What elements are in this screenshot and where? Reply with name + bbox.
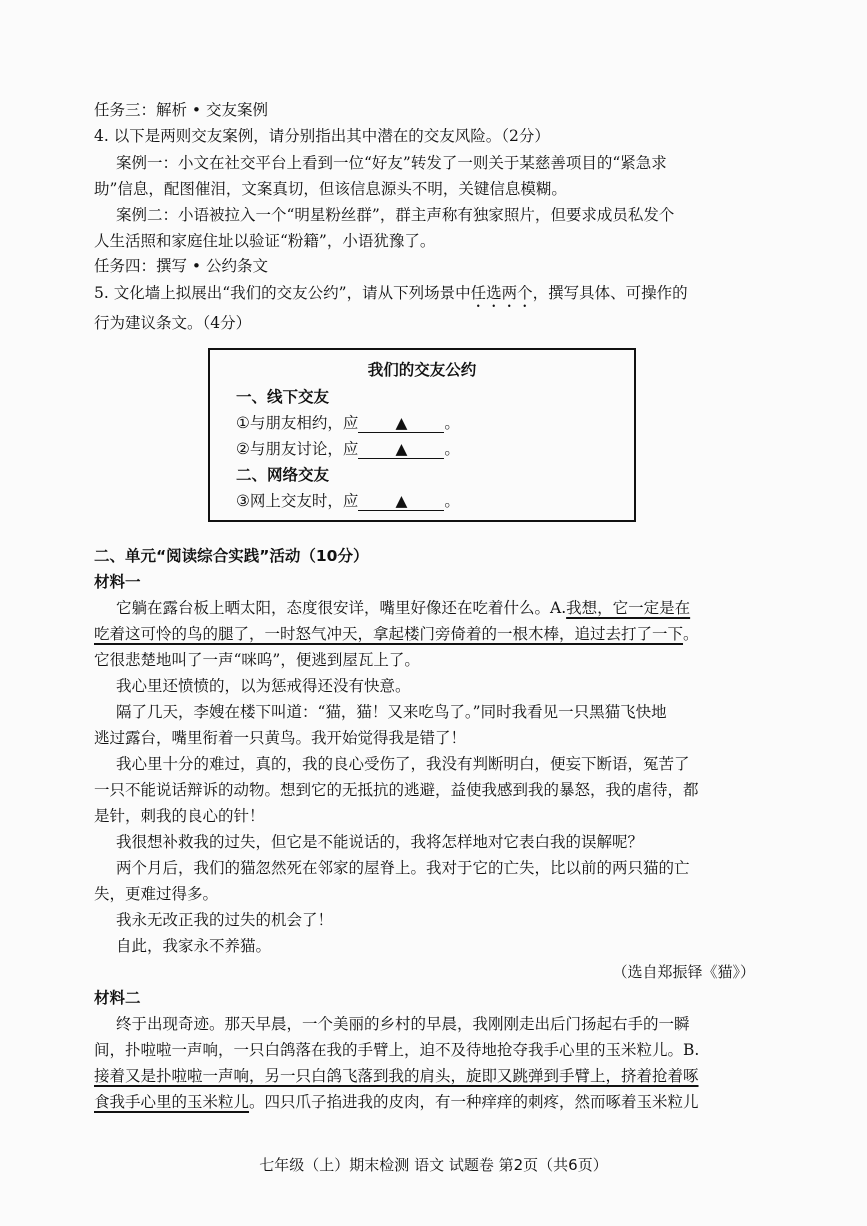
case1-line2: 助”信息，配图催泪，文案真切，但该信息源头不明，关键信息模糊。 xyxy=(94,180,567,198)
m1-line8: 一只不能说话辩诉的动物。想到它的无抵抗的逃避，益使我感到我的暴怒，我的虐待，都 xyxy=(94,781,699,799)
m2-line1: 终于出现奇迹。那天早晨，一个美丽的乡村的早晨，我刚刚走出后门扬起右手的一瞬 xyxy=(116,1015,690,1033)
m2-line4-text: 。四只爪子掐进我的皮肉，有一种痒痒的刺疼，然而啄着玉米粒儿 xyxy=(249,1093,699,1111)
case2-line1: 案例二：小语被拉入一个“明星粉丝群”，群主声称有独家照片，但要求成员私发个 xyxy=(116,206,675,224)
pact-item-2-end: 。 xyxy=(444,440,460,458)
answer-blank-1[interactable] xyxy=(358,414,444,433)
pact-item-1-label: ①与朋友相约，应 xyxy=(236,414,359,432)
m1-line3: 它很悲楚地叫了一声“咪呜”，便逃到屋瓦上了。 xyxy=(94,651,420,669)
question-5-text-b: ，撰写具体、可操作的 xyxy=(532,284,688,302)
m1-line5: 隔了几天，李嫂在楼下叫道：“猫，猫！又来吃鸟了。”同时我看见一只黑猫飞快地 xyxy=(116,703,667,721)
pact-item-2-label: ②与朋友讨论，应 xyxy=(236,440,359,458)
m1-line2 xyxy=(94,624,699,644)
pact-item-1-end: 。 xyxy=(444,414,460,432)
m1-line4: 我心里还愤愤的，以为惩戒得还没有快意。 xyxy=(116,677,411,695)
pact-section-online: 二、网络交友 xyxy=(236,466,330,484)
pact-section-offline: 一、线下交友 xyxy=(236,388,330,406)
m1-source: （选自郑振铎《猫》） xyxy=(612,963,755,981)
triangle-icon: ▲ xyxy=(395,440,408,458)
pact-item-3-end: 。 xyxy=(444,492,460,510)
m1-line12: 失，更难过得多。 xyxy=(94,885,219,903)
m1-line14: 自此，我家永不养猫。 xyxy=(116,937,272,955)
pact-item-3-label: ③网上交友时，应 xyxy=(236,492,359,510)
m1-line6: 逃过露台，嘴里衔着一只黄鸟。我开始觉得我是错了！ xyxy=(94,729,467,747)
m2-line3: 接着又是扑啦啦一声响，另一只白鸽飞落到我的肩头，旋即又跳弹到手臂上，挤着抢着啄 xyxy=(94,1067,699,1085)
question-4: 4. 以下是两则交友案例，请分别指出其中潜在的交友风险。（2分） xyxy=(94,127,550,145)
question-5-line1 xyxy=(94,283,688,311)
question-5-emphasis: 任选两个 xyxy=(470,284,533,302)
m2-line4 xyxy=(94,1092,699,1112)
task4-heading: 任务四：撰写 • 公约条文 xyxy=(94,257,268,275)
triangle-icon: ▲ xyxy=(395,414,408,432)
m2-underlined-b-end: 食我手心里的玉米粒儿 xyxy=(94,1093,250,1111)
triangle-icon: ▲ xyxy=(395,492,408,510)
m1-line13: 我永无改正我的过失的机会了！ xyxy=(116,911,334,929)
m1-line9: 是针，刺我的良心的针！ xyxy=(94,807,265,825)
task3-heading: 任务三：解析 • 交友案例 xyxy=(94,101,268,119)
pact-title: 我们的交友公约 xyxy=(367,361,477,379)
m1-line11: 两个月后，我们的猫忽然死在邻家的屋脊上。我对于它的亡失，比以前的两只猫的亡 xyxy=(116,859,690,877)
page-footer: 七年级（上）期末检测 语文 试题卷 第2页（共6页） xyxy=(259,1156,608,1174)
question-5-line2: 行为建议条文。（4分） xyxy=(94,314,252,332)
m2-line2: 间，扑啦啦一声响，一只白鸽落在我的手臂上，迫不及待地抢夺我手心里的玉米粒儿。B. xyxy=(94,1041,700,1059)
m1-underlined-a: 我想，它一定是在 xyxy=(566,599,691,617)
m1-line10: 我很想补救我的过失，但它是不能说话的，我将怎样地对它表白我的误解呢？ xyxy=(116,833,644,851)
answer-blank-2[interactable] xyxy=(358,440,444,459)
m1-line2-end: 。 xyxy=(683,625,699,643)
m1-line7: 我心里十分的难过，真的，我的良心受伤了，我没有判断明白，便妄下断语，冤苦了 xyxy=(116,755,690,773)
friendship-pact-box xyxy=(208,348,636,522)
pact-item-1 xyxy=(236,413,460,433)
material2-label: 材料二 xyxy=(94,989,141,1007)
m1-line1 xyxy=(116,598,690,618)
question-5-text-a: 5. 文化墙上拟展出“我们的交友公约”，请从下列场景中 xyxy=(94,284,471,302)
pact-item-2 xyxy=(236,439,460,459)
material1-label: 材料一 xyxy=(94,573,141,591)
pact-item-3 xyxy=(236,491,460,511)
m1-underlined-a-cont: 吃着这可怜的鸟的腿了，一时怒气冲天，拿起楼门旁倚着的一根木棒，追过去打了一下 xyxy=(94,625,684,643)
part2-heading: 二、单元“阅读综合实践”活动（10分） xyxy=(94,547,369,565)
case2-line2: 人生活照和家庭住址以验证“粉籍”，小语犹豫了。 xyxy=(94,232,436,250)
m1-line1-text: 它躺在露台板上晒太阳，态度很安详，嘴里好像还在吃着什么。A. xyxy=(116,599,567,617)
answer-blank-3[interactable] xyxy=(358,492,444,511)
case1-line1: 案例一：小文在社交平台上看到一位“好友”转发了一则关于某慈善项目的“紧急求 xyxy=(116,154,667,172)
